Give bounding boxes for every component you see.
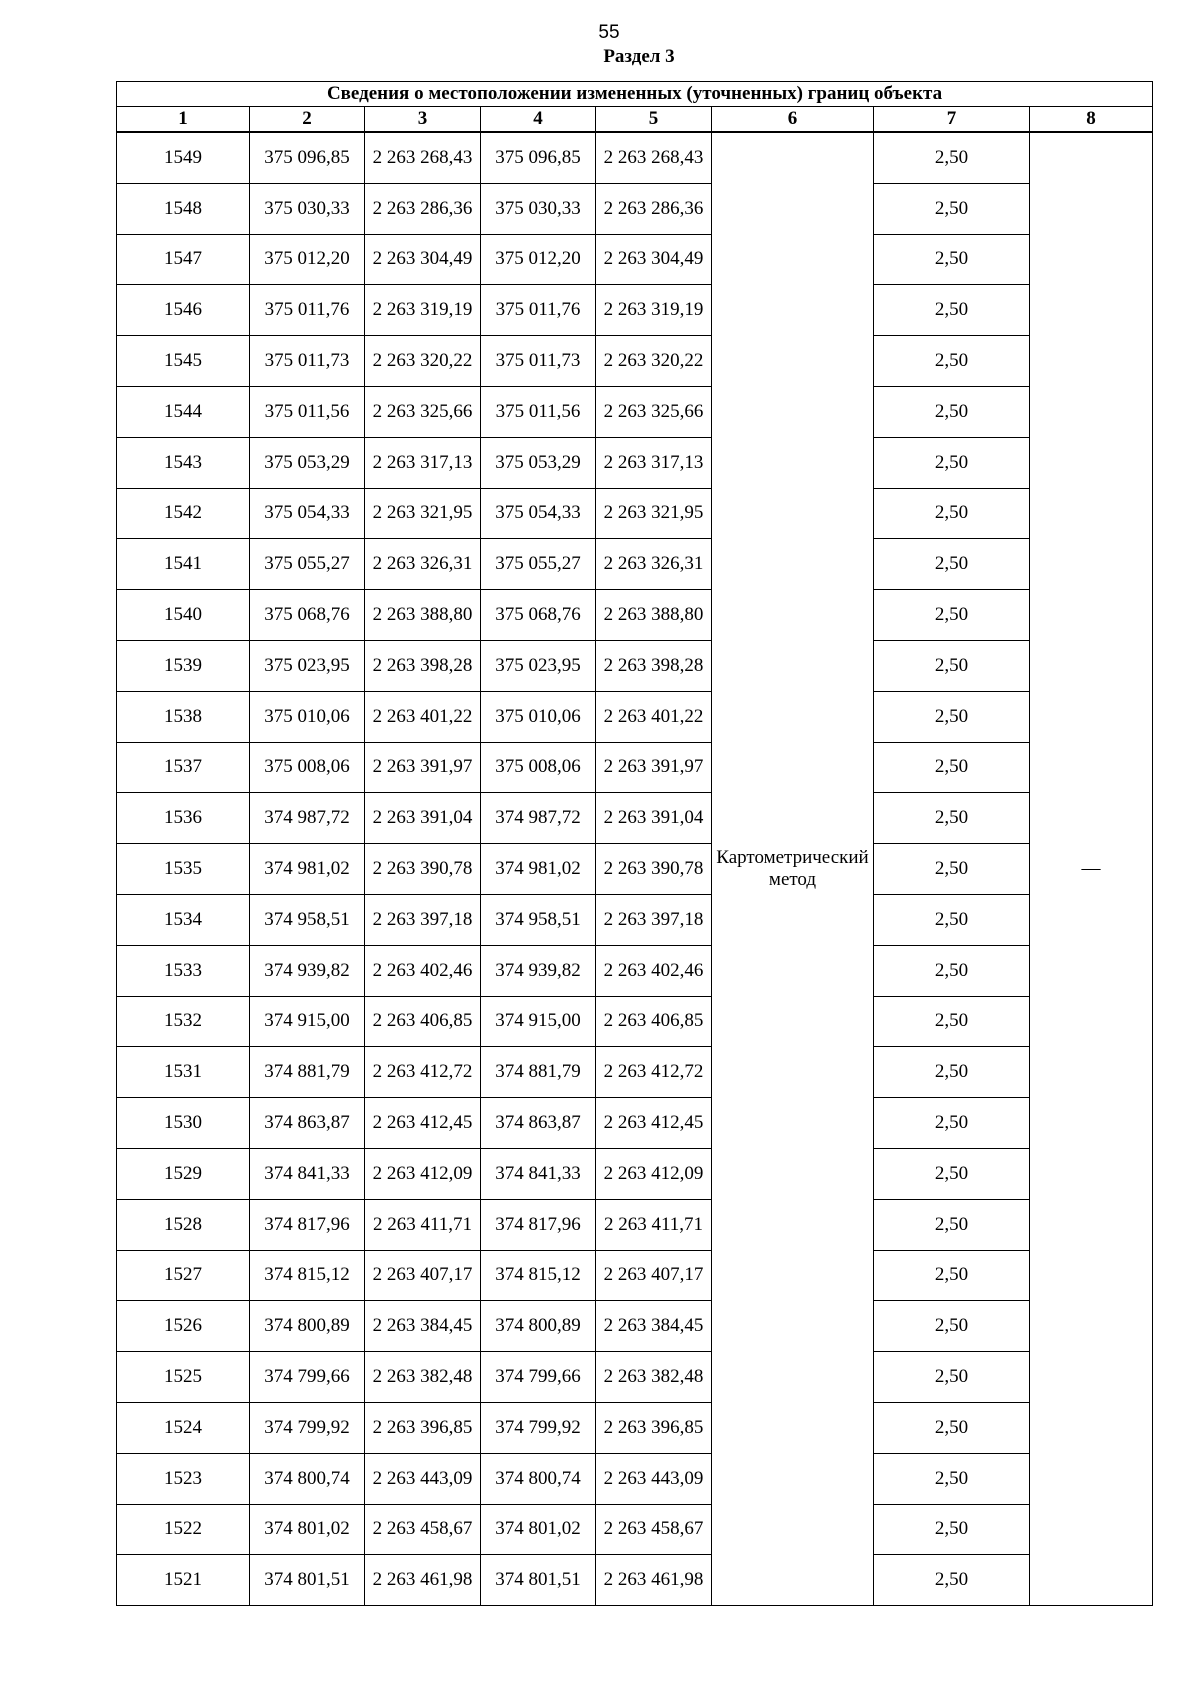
precision-cell: 2,50 (874, 894, 1030, 945)
table-row (117, 844, 1153, 895)
precision-cell: 2,50 (874, 1402, 1030, 1453)
y-refined-cell: 2 263 286,36 (596, 183, 712, 234)
y-refined-cell: 2 263 412,45 (596, 1098, 712, 1149)
x-refined-cell: 374 817,96 (481, 1199, 596, 1250)
y-existing-cell: 2 263 320,22 (365, 336, 481, 387)
section-title: Раздел 3 (603, 46, 675, 67)
x-refined-cell: 374 801,02 (481, 1504, 596, 1555)
table-row (117, 1250, 1153, 1301)
y-refined-cell: 2 263 268,43 (596, 132, 712, 183)
precision-cell: 2,50 (874, 742, 1030, 793)
x-existing-cell: 375 053,29 (250, 437, 365, 488)
precision-cell: 2,50 (874, 539, 1030, 590)
y-existing-cell: 2 263 319,19 (365, 285, 481, 336)
y-refined-cell: 2 263 461,98 (596, 1555, 712, 1606)
point-number-cell: 1528 (117, 1199, 250, 1250)
table-row (117, 132, 1153, 183)
point-number-cell: 1527 (117, 1250, 250, 1301)
y-existing-cell: 2 263 412,72 (365, 1047, 481, 1098)
y-existing-cell: 2 263 317,13 (365, 437, 481, 488)
precision-cell: 2,50 (874, 234, 1030, 285)
precision-cell: 2,50 (874, 590, 1030, 641)
x-existing-cell: 375 055,27 (250, 539, 365, 590)
x-existing-cell: 375 012,20 (250, 234, 365, 285)
precision-cell: 2,50 (874, 132, 1030, 183)
x-existing-cell: 374 817,96 (250, 1199, 365, 1250)
x-refined-cell: 374 915,00 (481, 996, 596, 1047)
page-number: 55 (598, 22, 620, 43)
x-refined-cell: 375 054,33 (481, 488, 596, 539)
table-row (117, 437, 1153, 488)
x-existing-cell: 374 841,33 (250, 1148, 365, 1199)
point-number-cell: 1525 (117, 1352, 250, 1403)
point-number-cell: 1534 (117, 894, 250, 945)
y-refined-cell: 2 263 390,78 (596, 844, 712, 895)
column-header-1: 1 (117, 107, 250, 133)
table-row (117, 1098, 1153, 1149)
x-refined-cell: 374 799,92 (481, 1402, 596, 1453)
x-refined-cell: 374 881,79 (481, 1047, 596, 1098)
x-refined-cell: 375 055,27 (481, 539, 596, 590)
x-existing-cell: 375 011,76 (250, 285, 365, 336)
y-refined-cell: 2 263 321,95 (596, 488, 712, 539)
y-existing-cell: 2 263 398,28 (365, 640, 481, 691)
column-numbers-row (117, 107, 1153, 133)
table-row (117, 285, 1153, 336)
point-number-cell: 1535 (117, 844, 250, 895)
x-existing-cell: 375 096,85 (250, 132, 365, 183)
point-number-cell: 1533 (117, 945, 250, 996)
x-existing-cell: 374 799,92 (250, 1402, 365, 1453)
column-header-5: 5 (596, 107, 712, 133)
table-row (117, 1555, 1153, 1606)
x-refined-cell: 375 030,33 (481, 183, 596, 234)
precision-cell: 2,50 (874, 488, 1030, 539)
y-existing-cell: 2 263 268,43 (365, 132, 481, 183)
precision-cell: 2,50 (874, 1148, 1030, 1199)
table-title: Сведения о местоположении измененных (уточненных) границ объекта (117, 82, 1153, 107)
precision-cell: 2,50 (874, 691, 1030, 742)
y-refined-cell: 2 263 407,17 (596, 1250, 712, 1301)
precision-cell: 2,50 (874, 793, 1030, 844)
table-row (117, 336, 1153, 387)
y-refined-cell: 2 263 326,31 (596, 539, 712, 590)
precision-cell: 2,50 (874, 1199, 1030, 1250)
x-refined-cell: 375 011,76 (481, 285, 596, 336)
y-existing-cell: 2 263 391,97 (365, 742, 481, 793)
point-number-cell: 1543 (117, 437, 250, 488)
x-refined-cell: 374 958,51 (481, 894, 596, 945)
precision-cell: 2,50 (874, 1453, 1030, 1504)
x-existing-cell: 375 068,76 (250, 590, 365, 641)
y-refined-cell: 2 263 406,85 (596, 996, 712, 1047)
point-number-cell: 1544 (117, 386, 250, 437)
y-existing-cell: 2 263 388,80 (365, 590, 481, 641)
precision-cell: 2,50 (874, 996, 1030, 1047)
y-existing-cell: 2 263 458,67 (365, 1504, 481, 1555)
y-existing-cell: 2 263 461,98 (365, 1555, 481, 1606)
x-refined-cell: 375 053,29 (481, 437, 596, 488)
table-row (117, 1301, 1153, 1352)
precision-cell: 2,50 (874, 437, 1030, 488)
point-number-cell: 1536 (117, 793, 250, 844)
table-row (117, 640, 1153, 691)
x-existing-cell: 374 800,89 (250, 1301, 365, 1352)
column-header-6: 6 (712, 107, 874, 133)
x-refined-cell: 375 008,06 (481, 742, 596, 793)
y-existing-cell: 2 263 325,66 (365, 386, 481, 437)
x-existing-cell: 375 054,33 (250, 488, 365, 539)
x-existing-cell: 374 915,00 (250, 996, 365, 1047)
point-number-cell: 1529 (117, 1148, 250, 1199)
precision-cell: 2,50 (874, 336, 1030, 387)
table-row (117, 945, 1153, 996)
x-existing-cell: 375 011,73 (250, 336, 365, 387)
boundary-coordinates-table (116, 81, 1153, 1606)
point-number-cell: 1523 (117, 1453, 250, 1504)
y-refined-cell: 2 263 411,71 (596, 1199, 712, 1250)
y-refined-cell: 2 263 317,13 (596, 437, 712, 488)
y-refined-cell: 2 263 402,46 (596, 945, 712, 996)
y-refined-cell: 2 263 458,67 (596, 1504, 712, 1555)
x-refined-cell: 374 799,66 (481, 1352, 596, 1403)
point-number-cell: 1521 (117, 1555, 250, 1606)
point-number-cell: 1539 (117, 640, 250, 691)
y-refined-cell: 2 263 391,04 (596, 793, 712, 844)
table-row (117, 793, 1153, 844)
point-number-cell: 1547 (117, 234, 250, 285)
y-refined-cell: 2 263 304,49 (596, 234, 712, 285)
table-row (117, 183, 1153, 234)
y-refined-cell: 2 263 397,18 (596, 894, 712, 945)
x-existing-cell: 374 981,02 (250, 844, 365, 895)
y-refined-cell: 2 263 388,80 (596, 590, 712, 641)
y-refined-cell: 2 263 398,28 (596, 640, 712, 691)
point-number-cell: 1522 (117, 1504, 250, 1555)
x-refined-cell: 375 023,95 (481, 640, 596, 691)
point-number-cell: 1531 (117, 1047, 250, 1098)
point-number-cell: 1541 (117, 539, 250, 590)
x-existing-cell: 375 011,56 (250, 386, 365, 437)
y-refined-cell: 2 263 443,09 (596, 1453, 712, 1504)
precision-cell: 2,50 (874, 640, 1030, 691)
x-refined-cell: 375 010,06 (481, 691, 596, 742)
precision-cell: 2,50 (874, 386, 1030, 437)
column-header-4: 4 (481, 107, 596, 133)
table-row (117, 742, 1153, 793)
column-header-7: 7 (874, 107, 1030, 133)
precision-cell: 2,50 (874, 844, 1030, 895)
table-row (117, 996, 1153, 1047)
point-number-cell: 1549 (117, 132, 250, 183)
table-row (117, 1402, 1153, 1453)
y-existing-cell: 2 263 402,46 (365, 945, 481, 996)
column8-cell: — (1030, 132, 1153, 1606)
y-refined-cell: 2 263 319,19 (596, 285, 712, 336)
y-refined-cell: 2 263 401,22 (596, 691, 712, 742)
table-row (117, 590, 1153, 641)
point-number-cell: 1545 (117, 336, 250, 387)
x-refined-cell: 374 981,02 (481, 844, 596, 895)
y-refined-cell: 2 263 382,48 (596, 1352, 712, 1403)
y-existing-cell: 2 263 443,09 (365, 1453, 481, 1504)
x-existing-cell: 374 801,02 (250, 1504, 365, 1555)
precision-cell: 2,50 (874, 1301, 1030, 1352)
x-refined-cell: 374 815,12 (481, 1250, 596, 1301)
point-number-cell: 1548 (117, 183, 250, 234)
y-existing-cell: 2 263 326,31 (365, 539, 481, 590)
x-existing-cell: 374 881,79 (250, 1047, 365, 1098)
column-header-3: 3 (365, 107, 481, 133)
point-number-cell: 1532 (117, 996, 250, 1047)
table-row (117, 488, 1153, 539)
precision-cell: 2,50 (874, 1504, 1030, 1555)
y-existing-cell: 2 263 321,95 (365, 488, 481, 539)
x-existing-cell: 375 008,06 (250, 742, 365, 793)
precision-cell: 2,50 (874, 1555, 1030, 1606)
table-row (117, 1047, 1153, 1098)
table-row (117, 386, 1153, 437)
x-existing-cell: 375 023,95 (250, 640, 365, 691)
x-refined-cell: 375 011,73 (481, 336, 596, 387)
x-existing-cell: 374 987,72 (250, 793, 365, 844)
y-existing-cell: 2 263 391,04 (365, 793, 481, 844)
precision-cell: 2,50 (874, 1098, 1030, 1149)
x-refined-cell: 374 800,74 (481, 1453, 596, 1504)
y-refined-cell: 2 263 384,45 (596, 1301, 712, 1352)
table-row (117, 1352, 1153, 1403)
x-refined-cell: 374 801,51 (481, 1555, 596, 1606)
x-existing-cell: 374 863,87 (250, 1098, 365, 1149)
x-existing-cell: 374 799,66 (250, 1352, 365, 1403)
y-existing-cell: 2 263 412,45 (365, 1098, 481, 1149)
precision-cell: 2,50 (874, 1250, 1030, 1301)
y-existing-cell: 2 263 397,18 (365, 894, 481, 945)
method-cell: Картометрический метод (712, 132, 874, 1606)
table-row (117, 234, 1153, 285)
y-existing-cell: 2 263 396,85 (365, 1402, 481, 1453)
x-refined-cell: 375 012,20 (481, 234, 596, 285)
x-existing-cell: 374 801,51 (250, 1555, 365, 1606)
table-body (117, 82, 1153, 1606)
precision-cell: 2,50 (874, 183, 1030, 234)
table-row (117, 894, 1153, 945)
table-row (117, 1148, 1153, 1199)
point-number-cell: 1524 (117, 1402, 250, 1453)
point-number-cell: 1546 (117, 285, 250, 336)
point-number-cell: 1540 (117, 590, 250, 641)
y-existing-cell: 2 263 411,71 (365, 1199, 481, 1250)
y-existing-cell: 2 263 286,36 (365, 183, 481, 234)
precision-cell: 2,50 (874, 1047, 1030, 1098)
table-row (117, 1453, 1153, 1504)
table-row (117, 1504, 1153, 1555)
x-existing-cell: 374 958,51 (250, 894, 365, 945)
column-header-8: 8 (1030, 107, 1153, 133)
x-refined-cell: 375 011,56 (481, 386, 596, 437)
y-refined-cell: 2 263 412,09 (596, 1148, 712, 1199)
precision-cell: 2,50 (874, 285, 1030, 336)
point-number-cell: 1542 (117, 488, 250, 539)
y-existing-cell: 2 263 406,85 (365, 996, 481, 1047)
x-existing-cell: 374 939,82 (250, 945, 365, 996)
x-refined-cell: 374 939,82 (481, 945, 596, 996)
precision-cell: 2,50 (874, 945, 1030, 996)
column-header-2: 2 (250, 107, 365, 133)
y-existing-cell: 2 263 382,48 (365, 1352, 481, 1403)
y-existing-cell: 2 263 384,45 (365, 1301, 481, 1352)
y-refined-cell: 2 263 325,66 (596, 386, 712, 437)
y-existing-cell: 2 263 412,09 (365, 1148, 481, 1199)
x-refined-cell: 374 800,89 (481, 1301, 596, 1352)
x-existing-cell: 374 800,74 (250, 1453, 365, 1504)
table-row (117, 691, 1153, 742)
point-number-cell: 1530 (117, 1098, 250, 1149)
x-refined-cell: 374 987,72 (481, 793, 596, 844)
y-refined-cell: 2 263 396,85 (596, 1402, 712, 1453)
y-existing-cell: 2 263 401,22 (365, 691, 481, 742)
y-refined-cell: 2 263 412,72 (596, 1047, 712, 1098)
y-refined-cell: 2 263 391,97 (596, 742, 712, 793)
table-row (117, 1199, 1153, 1250)
x-existing-cell: 375 010,06 (250, 691, 365, 742)
y-existing-cell: 2 263 304,49 (365, 234, 481, 285)
x-refined-cell: 375 068,76 (481, 590, 596, 641)
x-refined-cell: 374 863,87 (481, 1098, 596, 1149)
y-existing-cell: 2 263 390,78 (365, 844, 481, 895)
table-title-row (117, 82, 1153, 107)
x-refined-cell: 374 841,33 (481, 1148, 596, 1199)
point-number-cell: 1538 (117, 691, 250, 742)
table-row (117, 539, 1153, 590)
precision-cell: 2,50 (874, 1352, 1030, 1403)
point-number-cell: 1537 (117, 742, 250, 793)
point-number-cell: 1526 (117, 1301, 250, 1352)
x-existing-cell: 375 030,33 (250, 183, 365, 234)
x-existing-cell: 374 815,12 (250, 1250, 365, 1301)
y-refined-cell: 2 263 320,22 (596, 336, 712, 387)
x-refined-cell: 375 096,85 (481, 132, 596, 183)
y-existing-cell: 2 263 407,17 (365, 1250, 481, 1301)
